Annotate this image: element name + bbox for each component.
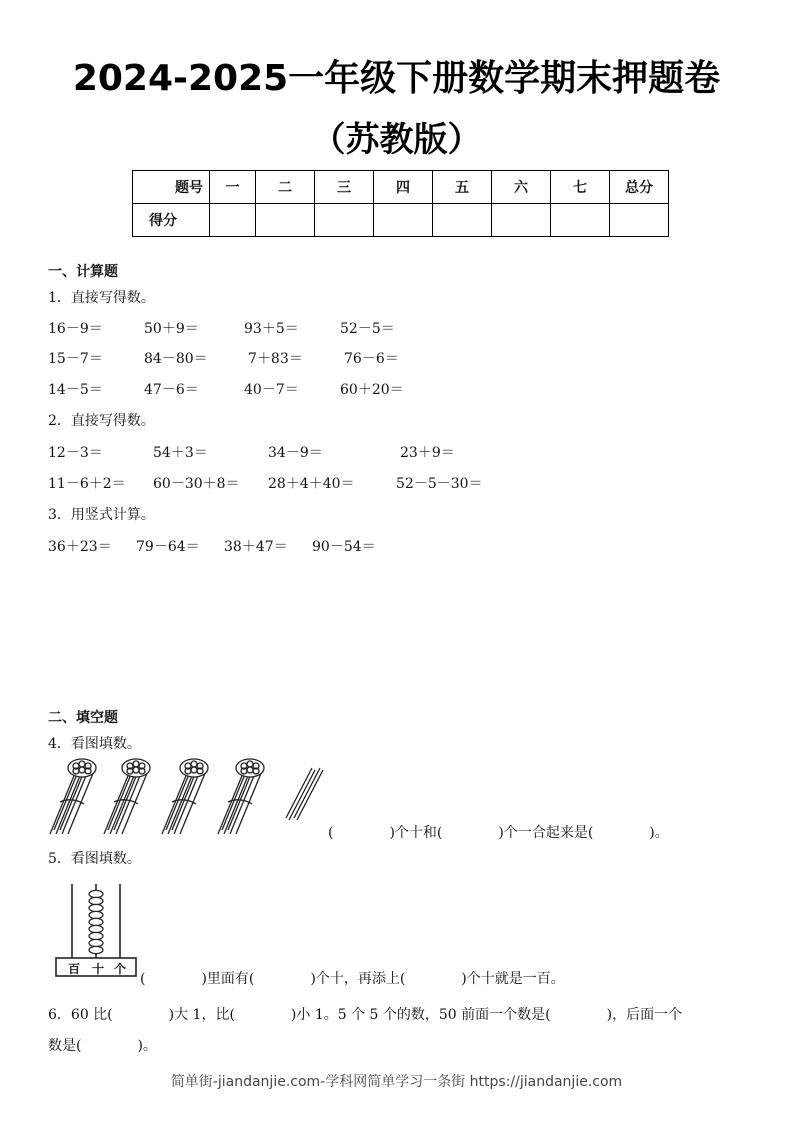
q1-item: 15－7＝ [48, 351, 103, 367]
score-cell [210, 204, 256, 237]
abacus-label-ones: 个 [114, 962, 127, 976]
q1-item: 40－7＝ [244, 382, 299, 398]
q2-item: 54＋3＝ [153, 445, 208, 461]
score-cell [374, 204, 433, 237]
score-cell [610, 204, 669, 237]
question-2-title: 2．直接写得数。 [48, 413, 155, 429]
score-cell [433, 204, 492, 237]
abacus-label-tens: 十 [92, 962, 105, 976]
header-cell-1: 一 [210, 171, 256, 204]
q3-item: 38＋47＝ [224, 539, 288, 555]
score-cell [256, 204, 315, 237]
q2-item: 12－3＝ [48, 445, 103, 461]
q2-item: 52－5－30＝ [396, 476, 483, 492]
header-cell-number: 题号 [133, 171, 210, 204]
section-heading-fill: 二、填空题 [48, 710, 118, 726]
question-6-line-2: 数是( )。 [48, 1038, 157, 1054]
q1-item: 47－6＝ [144, 382, 199, 398]
stick-bundle [50, 759, 323, 834]
q1-item: 7＋83＝ [248, 351, 303, 367]
q2-item: 11－6＋2＝ [48, 476, 126, 492]
score-cell [551, 204, 610, 237]
page-subtitle: （苏教版） [311, 120, 482, 160]
q3-item: 36＋23＝ [48, 539, 112, 555]
q2-item: 34－9＝ [268, 445, 323, 461]
page-title: 2024-2025一年级下册数学期末押题卷 [72, 58, 721, 99]
score-cell [492, 204, 551, 237]
header-cell-5: 五 [433, 171, 492, 204]
q1-item: 16－9＝ [48, 321, 103, 337]
question-4-text: ( )个十和( )个一合起来是( )。 [328, 825, 669, 841]
header-cell-4: 四 [374, 171, 433, 204]
score-row-label: 得分 [133, 204, 210, 237]
q2-item: 23＋9＝ [400, 445, 455, 461]
header-cell-2: 二 [256, 171, 315, 204]
q1-item: 76－6＝ [344, 351, 399, 367]
abacus-beads [89, 890, 103, 953]
score-table [132, 170, 669, 237]
q1-item: 84－80＝ [144, 351, 208, 367]
score-cell [315, 204, 374, 237]
page-footer: 简单街-jiandanjie.com-学科网简单学习一条街 https://jiandanjie.com [170, 1074, 623, 1090]
stick-bundles-image [46, 756, 336, 838]
section-heading-calc: 一、计算题 [48, 264, 118, 280]
header-cell-7: 七 [551, 171, 610, 204]
q2-item: 28＋4＋40＝ [268, 476, 355, 492]
q1-item: 52－5＝ [340, 321, 395, 337]
q1-item: 14－5＝ [48, 382, 103, 398]
q3-item: 90－54＝ [312, 539, 376, 555]
question-3-title: 3．用竖式计算。 [48, 507, 155, 523]
q1-item: 93＋5＝ [244, 321, 299, 337]
q1-item: 60＋20＝ [340, 382, 404, 398]
abacus-label-hundreds: 百 [68, 962, 81, 976]
question-4-title: 4．看图填数。 [48, 736, 141, 752]
header-cell-6: 六 [492, 171, 551, 204]
header-cell-total: 总分 [610, 171, 669, 204]
score-table-header-row [133, 171, 669, 204]
q3-item: 79－64＝ [136, 539, 200, 555]
q1-item: 50＋9＝ [144, 321, 199, 337]
q2-item: 60－30＋8＝ [153, 476, 240, 492]
header-cell-3: 三 [315, 171, 374, 204]
question-5-text: ( )里面有( )个十，再添上( )个十就是一百。 [140, 971, 565, 987]
question-6-line-1: 6．60 比( )大 1，比( )小 1。5 个 5 个的数，50 前面一个数是( )，后面一个 [48, 1007, 683, 1023]
question-1-title: 1．直接写得数。 [48, 290, 155, 306]
question-5-title: 5．看图填数。 [48, 851, 141, 867]
score-table-score-row [133, 204, 669, 237]
